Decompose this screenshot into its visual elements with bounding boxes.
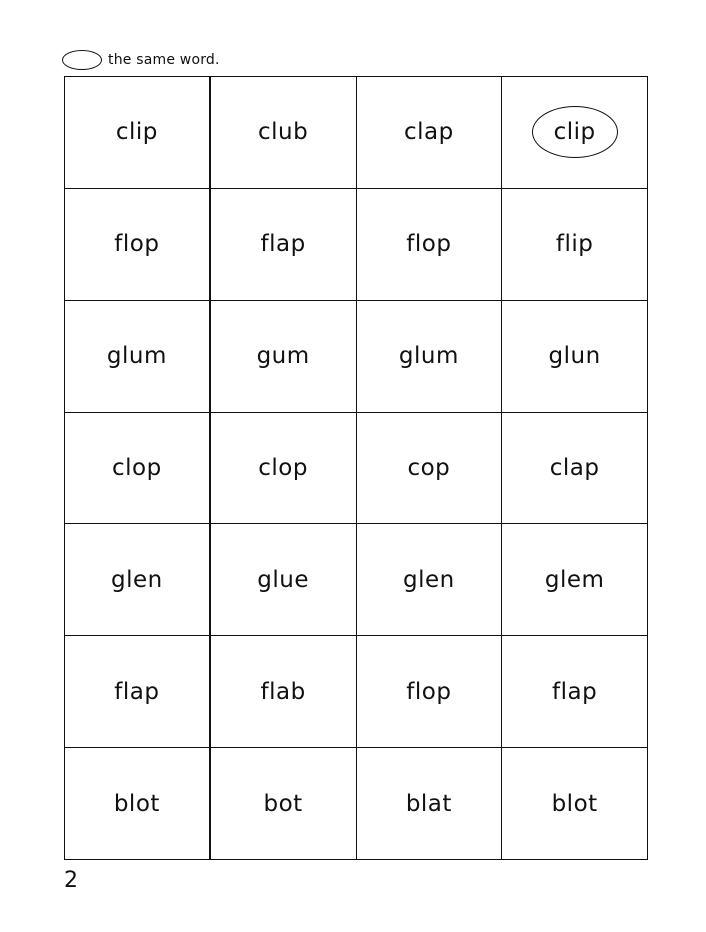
grid-cell[interactable] (65, 524, 211, 636)
grid-cell[interactable] (357, 77, 503, 189)
grid-cell[interactable] (502, 524, 648, 636)
grid-cell[interactable] (211, 748, 357, 860)
word-label: flap (552, 678, 598, 705)
word-label: glum (398, 343, 459, 370)
grid-cell[interactable] (65, 636, 211, 748)
word-label: blat (405, 790, 452, 817)
word-label: blot (551, 790, 598, 817)
word-label: glem (544, 566, 605, 593)
word-label: flop (406, 678, 452, 705)
page-number: 2 (64, 868, 78, 893)
word-label: glen (403, 566, 455, 593)
instruction (62, 48, 220, 72)
word-label: blot (113, 790, 160, 817)
grid-cell[interactable] (211, 636, 357, 748)
grid-cell[interactable] (357, 301, 503, 413)
word-grid (64, 76, 648, 860)
grid-cell[interactable] (502, 413, 648, 525)
word-label: clip (115, 119, 158, 146)
word-label: flap (260, 231, 306, 258)
grid-cell[interactable] (357, 636, 503, 748)
word-label: clop (112, 454, 162, 481)
circle-mark (532, 106, 618, 158)
grid-cell[interactable] (65, 301, 211, 413)
word-label: cop (407, 454, 451, 481)
grid-cell[interactable] (65, 748, 211, 860)
grid-cell[interactable] (65, 413, 211, 525)
grid-cell[interactable] (211, 524, 357, 636)
grid-cell[interactable] (502, 189, 648, 301)
grid-cell[interactable] (502, 301, 648, 413)
grid-cell[interactable] (211, 301, 357, 413)
word-label: clop (258, 454, 308, 481)
word-label: club (258, 119, 309, 146)
word-label: clap (404, 119, 454, 146)
word-label: flab (260, 678, 306, 705)
grid-cell[interactable] (211, 189, 357, 301)
grid-cell[interactable] (357, 524, 503, 636)
instruction-text: the same word. (108, 52, 220, 68)
word-label: glen (111, 566, 163, 593)
oval-icon (62, 50, 102, 70)
grid-cell[interactable] (357, 748, 503, 860)
word-label: clip (553, 119, 596, 146)
word-label: flop (114, 231, 160, 258)
word-label: flap (114, 678, 160, 705)
grid-cell[interactable] (502, 77, 648, 189)
grid-cell[interactable] (65, 189, 211, 301)
grid-cell[interactable] (211, 77, 357, 189)
word-label: glun (548, 343, 601, 370)
word-label: flip (555, 231, 594, 258)
grid-cell[interactable] (502, 636, 648, 748)
word-label: flop (406, 231, 452, 258)
grid-cell[interactable] (357, 189, 503, 301)
word-label: glum (106, 343, 167, 370)
word-label: bot (263, 790, 303, 817)
grid-cell[interactable] (65, 77, 211, 189)
word-label: glue (257, 566, 309, 593)
grid-cell[interactable] (211, 413, 357, 525)
grid-cell[interactable] (502, 748, 648, 860)
grid-cell[interactable] (357, 413, 503, 525)
word-label: clap (549, 454, 600, 481)
word-label: gum (256, 343, 310, 370)
